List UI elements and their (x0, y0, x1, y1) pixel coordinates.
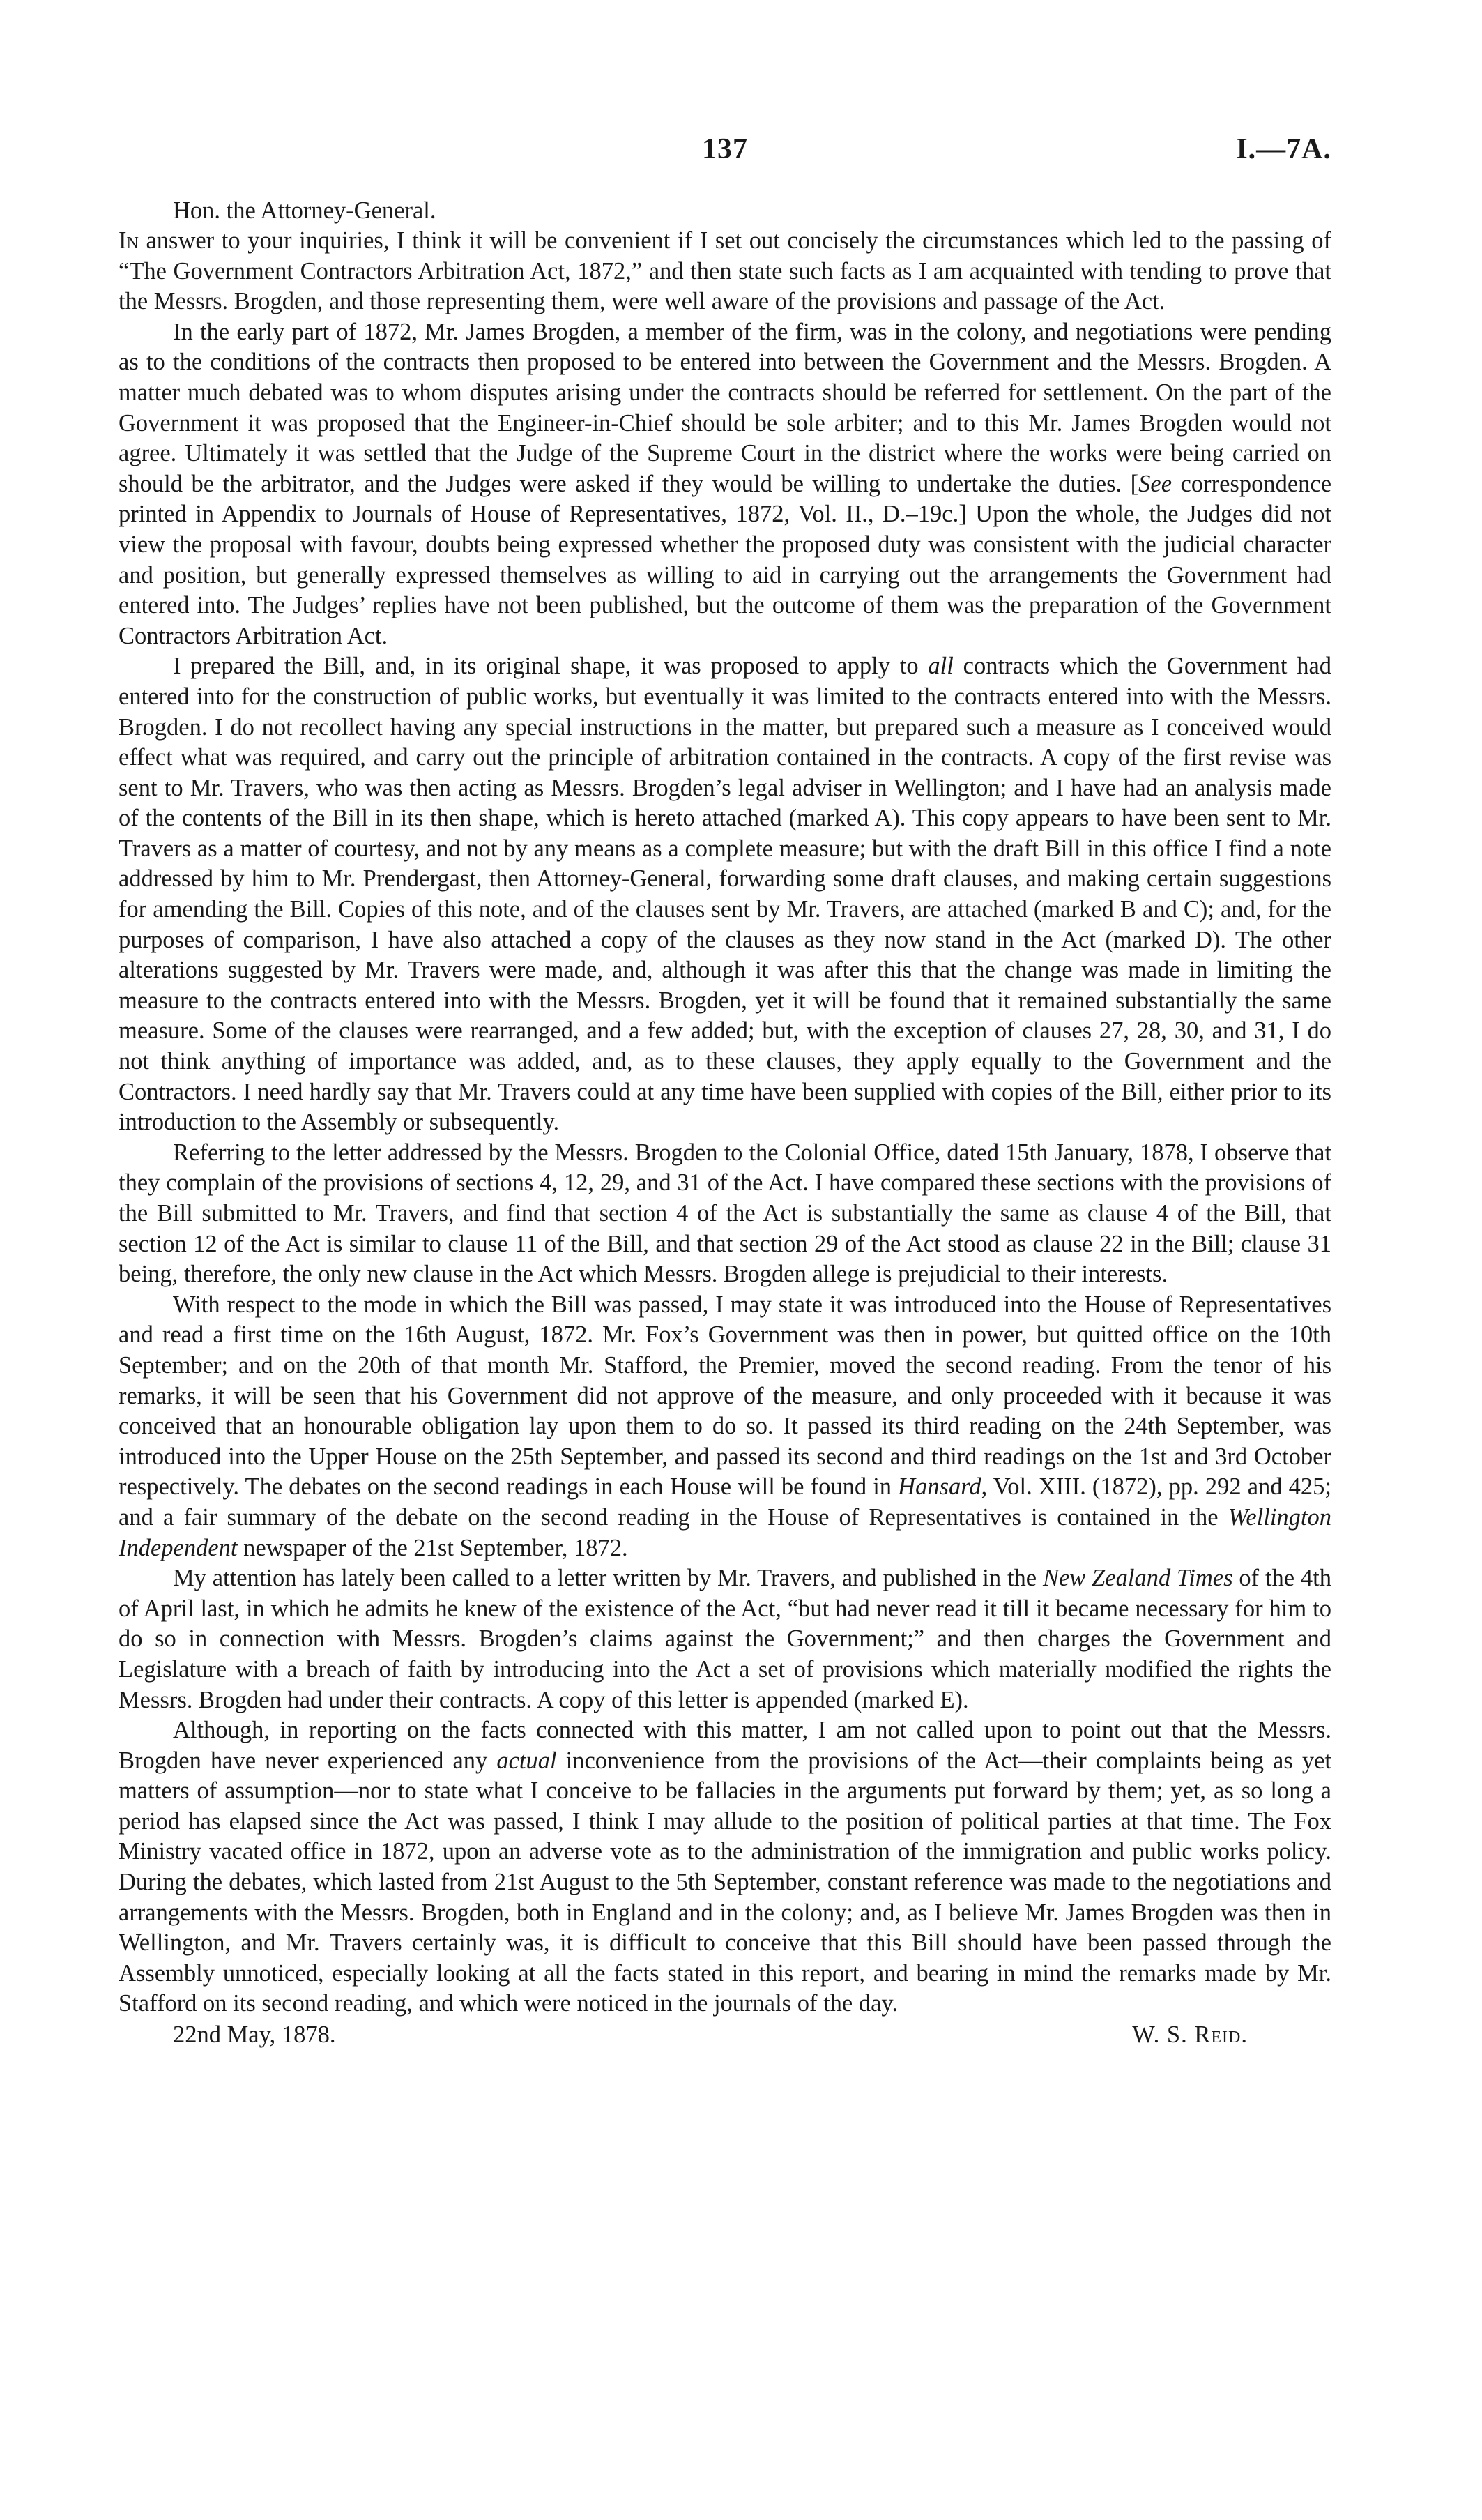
paragraph-7-text-a: Although, in reporting on the facts connected with this matter, I am not called upon to point out that the Messrs. Brogden have never experienced any (119, 1717, 1331, 1774)
paragraph-2 (119, 317, 1331, 652)
letter-date: 22nd May, 1878. (173, 2021, 336, 2049)
paragraph-2-text-a: In the early part of 1872, Mr. James Brogden, a member of the firm, was in the colony, and negotiations were pending as to the conditions of the contracts then proposed to be entered into between the Government and the Messrs. Brogden. A matter much debated was to whom disputes arising under the contracts should be referred for settlement. On the part of the Government it was proposed that the Engineer-in-Chief should be sole arbiter; and to this Mr. James Brogden would not agree. Ultimately it was settled that the Judge of the Supreme Court in the district where the works were being carried on should be the arbitrator, and the Judges were asked if they would be willing to undertake the duties. [ (119, 318, 1331, 497)
paragraph-6-text-b: of the 4th of April last, in which he admits he knew of the existence of the Act, “but had never read it till it became necessary for him to do so in connection with Messrs. Brogden’s claims against the Government;” and then charges the Government and Legislature with a breach of faith by introducing into the Act a set of provisions which materially modified the rights the Messrs. Brogden had under their contracts. A copy of this letter is appended (marked E). (119, 1565, 1331, 1713)
paragraph-5-text-a: With respect to the mode in which the Bill was passed, I may state it was introduced into the House of Representatives and read a first time on the 16th August, 1872. Mr. Fox’s Government was then in power, but quitted office on the 10th September; and on the 20th of that month Mr. Stafford, the Premier, moved the second reading. From the tenor of his remarks, it will be seen that his Government did not approve of the measure, and only proceeded with it because it was conceived that an honourable obligation lay upon them to do so. It passed its third reading on the 24th September, was introduced into the Upper House on the 25th September, and passed its second and third readings on the 1st and 3rd October respectively. The debates on the second readings in each House will be found in (119, 1291, 1331, 1501)
paragraph-4 (119, 1138, 1331, 1290)
paragraph-3-text-b: contracts which the Government had entered into for the construction of public works, but eventually it was limited to the contracts entered into with the Messrs. Brogden. I do not recollect having any special instructions in the matter, but prepared such a measure as I conceived would effect what was required, and carry out the principle of arbitration contained in the contracts. A copy of the first revise was sent to Mr. Travers, who was then acting as Messrs. Brogden’s legal adviser in Wellington; and I have had an analysis made of the contents of the Bill in its then shape, which is hereto attached (marked A). This copy appears to have been sent to Mr. Travers as a matter of courtesy, and not by any means as a complete measure; but with the draft Bill in this office I find a note addressed by him to Mr. Prendergast, then Attorney-General, forwarding some draft clauses, and making certain suggestions for amending the Bill. Copies of this note, and of the clauses sent by Mr. Travers, are attached (marked B and C); and, for the purposes of comparison, I have also attached a copy of the clauses as they now stand in the Act (marked D). The other alterations suggested by Mr. Travers were made, and, although it was after this that the change was made in limiting the measure to the contracts entered into with the Messrs. Brogden, yet it will be found that it remained substantially the same measure. Some of the clauses were rearranged, and a few added; but, with the exception of clauses 27, 28, 30, and 31, I do not think anything of importance was added, and, as to these clauses, they apply equally to the Government and the Contractors. I need hardly say that Mr. Travers could at any time have been supplied with copies of the Bill, either prior to its introduction to the Assembly or subsequently. (119, 653, 1332, 1136)
paragraph-2-text-b: correspondence printed in Appendix to Journals of House of Representatives, 1872, Vol. II., D.–19c.] Upon the whole, the Judges did not view the proposal with favour, doubts being expressed whether the proposed duty was consistent with the judicial character and position, but generally expressed themselves as willing to aid in carrying out the arrangements the Government had entered into. The Judges’ replies have not been published, but the outcome of them was the preparation of the Government Contractors Arbitration Act. (119, 470, 1332, 649)
paragraph-1-lead: In (119, 227, 139, 254)
document-page (119, 132, 1331, 2051)
paragraph-6-text-a: My attention has lately been called to a letter written by Mr. Travers, and published in the (173, 1565, 1043, 1592)
paragraph-6-newspaper: New Zealand Times (1042, 1565, 1233, 1592)
paragraph-5-text-b: , Vol. XIII. (1872), pp. 292 and 425; and a fair summary of the debate on the second reading in the House of Representatives is contained in the (119, 1473, 1332, 1531)
paragraph-1-text: answer to your inquiries, I think it will be convenient if I set out concisely the circumstances which led to the passing of “The Government Contractors Arbitration Act, 1872,” and then state such facts as I am acquainted with tending to prove that the Messrs. Brogden, and those representing them, were well aware of the provisions and passage of the Act. (119, 227, 1331, 315)
paragraph-5-newspaper: Wellington Independent (119, 1503, 1331, 1561)
paragraph-5-hansard: Hansard (898, 1473, 981, 1501)
paragraph-6 (119, 1563, 1331, 1715)
page-header (119, 132, 1331, 181)
paragraph-4-text: Referring to the letter addressed by the Messrs. Brogden to the Colonial Office, dated 15th January, 1878, I observe that they complain of the provisions of sections 4, 12, 29, and 31 of the Act. I have compared these sections with the provisions of the Bill submitted to Mr. Travers, and find that section 4 of the Act is substantially the same as clause 4 of the Bill, that section 12 of the Act is similar to clause 11 of the Bill, and that section 29 of the Act stood as clause 22 in the Bill; clause 31 being, therefore, the only new clause in the Act which Messrs. Brogden allege is prejudicial to their interests. (119, 1139, 1331, 1288)
signature: W. S. Reid. (1132, 2021, 1248, 2049)
paragraph-7-text-b: inconvenience from the provisions of the Act—their complaints being as yet matters of assumption—nor to state what I conceive to be fallacies in the arguments put forward by them; yet, as so long a period has elapsed since the Act was passed, I think I may allude to the position of political parties at that time. The Fox Ministry vacated office in 1872, upon an adverse vote as to the administration of the immigration and public works policy. During the debates, which lasted from 21st August to the 5th September, constant reference was made to the negotiations and arrangements with the Messrs. Brogden, both in England and in the colony; and, as I believe Mr. James Brogden was then in Wellington, and Mr. Travers certainly was, it is difficult to conceive that this Bill should have been passed through the Assembly unnoticed, especially looking at all the facts stated in this report, and bearing in mind the remarks made by Mr. Stafford on its second reading, and which were noticed in the journals of the day. (119, 1747, 1331, 2017)
paragraph-3 (119, 651, 1331, 1138)
page-number: 137 (702, 133, 748, 165)
paragraph-7-actual: actual (496, 1747, 557, 1774)
document-reference: I.—7A. (1236, 133, 1331, 165)
paragraph-1 (119, 226, 1331, 317)
paragraph-2-see: See (1138, 470, 1172, 497)
signoff (119, 2019, 1331, 2051)
paragraph-7 (119, 1715, 1331, 2019)
paragraph-5 (119, 1290, 1331, 1563)
paragraph-5-text-c: newspaper of the 21st September, 1872. (237, 1534, 628, 1561)
paragraph-3-text-a: I prepared the Bill, and, in its original shape, it was proposed to apply to (173, 653, 929, 680)
letter-body (119, 226, 1331, 2019)
paragraph-3-all: all (928, 653, 954, 680)
addressee: Hon. the Attorney-General. (173, 197, 436, 224)
